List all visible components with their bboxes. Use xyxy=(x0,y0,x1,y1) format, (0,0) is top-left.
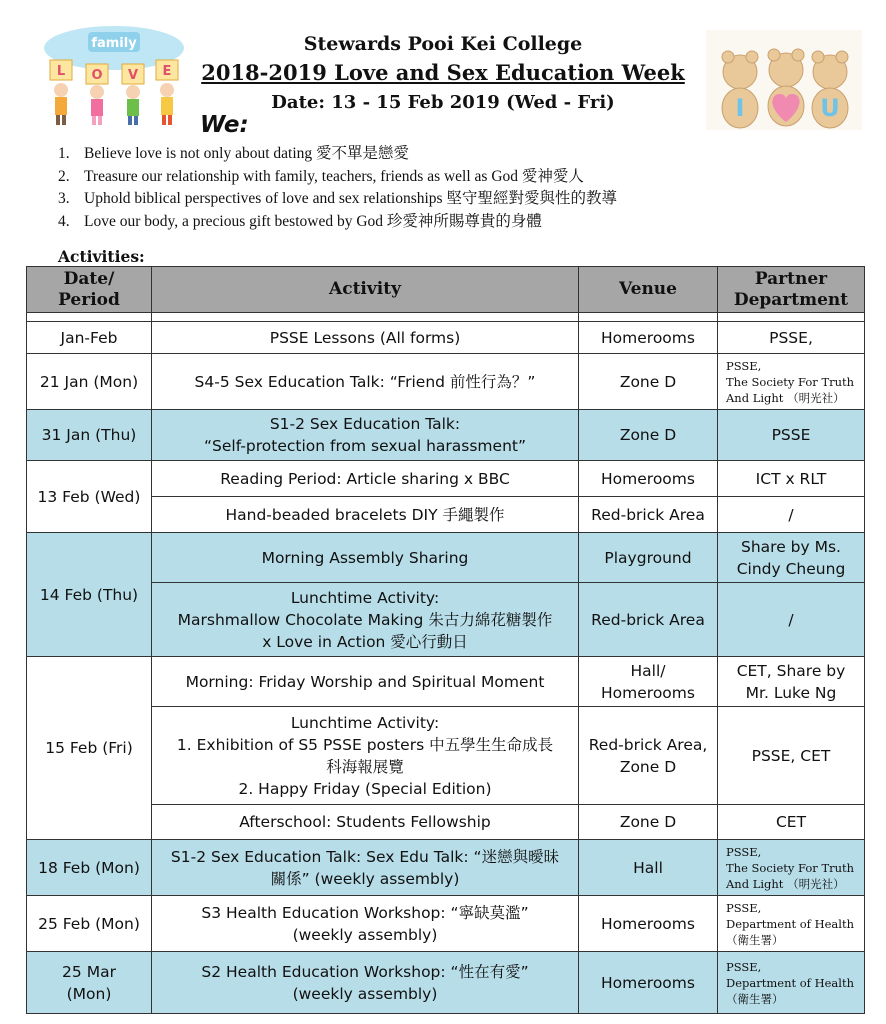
date-cell: 14 Feb (Thu) xyxy=(27,533,152,657)
we-heading: We: xyxy=(200,112,249,138)
table-header-row xyxy=(27,267,865,313)
svg-text:U: U xyxy=(820,94,840,122)
activity-cell: Reading Period: Article sharing x BBC xyxy=(152,461,579,497)
partner-cell: PSSE, The Society For Truth And Light （明光社） xyxy=(718,354,865,410)
table-row xyxy=(27,410,865,461)
date-cell: 31 Jan (Thu) xyxy=(27,410,152,461)
column-header-partner: Partner Department xyxy=(718,267,865,313)
page-header xyxy=(0,0,886,130)
table-row xyxy=(27,354,865,410)
activity-cell: S1-2 Sex Education Talk: Sex Edu Talk: “迷戀與曖昧 關係” (weekly assembly) xyxy=(152,840,579,896)
partner-cell: PSSE, Department of Health （衛生署） xyxy=(718,896,865,952)
school-name: Stewards Pooi Kei College xyxy=(303,33,583,55)
partner-cell: PSSE, CET xyxy=(718,707,865,805)
table-row xyxy=(27,805,865,840)
date-cell: 25 Mar (Mon) xyxy=(27,952,152,1014)
activity-cell: Lunchtime Activity: 1. Exhibition of S5 PSSE posters 中五學生生命成長 科海報展覽 2. Happy Friday (Special Edition) xyxy=(152,707,579,805)
venue-cell: Red-brick Area xyxy=(579,497,718,533)
svg-text:L: L xyxy=(56,64,66,79)
table-row xyxy=(27,583,865,657)
activity-cell: Hand-beaded bracelets DIY 手繩製作 xyxy=(152,497,579,533)
partner-cell: ICT x RLT xyxy=(718,461,865,497)
partner-cell: PSSE, The Society For Truth And Light （明光社） xyxy=(718,840,865,896)
table-row xyxy=(27,707,865,805)
venue-cell: Zone D xyxy=(579,805,718,840)
table-row xyxy=(27,840,865,896)
event-date: Date: 13 - 15 Feb 2019 (Wed - Fri) xyxy=(271,92,615,113)
partner-cell: PSSE, Department of Health （衛生署） xyxy=(718,952,865,1014)
venue-cell: Homerooms xyxy=(579,952,718,1014)
partner-cell: CET, Share by Mr. Luke Ng xyxy=(718,657,865,707)
activities-table xyxy=(26,266,865,1014)
partner-cell: CET xyxy=(718,805,865,840)
activity-cell: PSSE Lessons (All forms) xyxy=(152,322,579,354)
partner-cell: PSSE, xyxy=(718,322,865,354)
venue-cell: Hall/ Homerooms xyxy=(579,657,718,707)
date-cell: 25 Feb (Mon) xyxy=(27,896,152,952)
venue-cell: Homerooms xyxy=(579,896,718,952)
activity-cell: Afterschool: Students Fellowship xyxy=(152,805,579,840)
table-row xyxy=(27,322,865,354)
partner-cell: Share by Ms. Cindy Cheung xyxy=(718,533,865,583)
table-spacer xyxy=(27,313,865,322)
table-row xyxy=(27,533,865,583)
venue-cell: Homerooms xyxy=(579,461,718,497)
activity-cell: Morning Assembly Sharing xyxy=(152,533,579,583)
partner-cell: PSSE xyxy=(718,410,865,461)
list-item: 2. Treasure our relationship with family, teachers, friends as well as God 愛神愛人 xyxy=(58,167,584,185)
venue-cell: Zone D xyxy=(579,354,718,410)
teddy-bears-i-love-u-image xyxy=(706,30,862,130)
activity-cell: S4-5 Sex Education Talk: “Friend 前性行為？” xyxy=(152,354,579,410)
venue-cell: Homerooms xyxy=(579,322,718,354)
venue-cell: Playground xyxy=(579,533,718,583)
list-item: 1. Believe love is not only about dating 愛不單是戀愛 xyxy=(58,145,410,162)
table-row xyxy=(27,461,865,497)
date-cell: 18 Feb (Mon) xyxy=(27,840,152,896)
activity-cell: S1-2 Sex Education Talk: “Self-protection from sexual harassment” xyxy=(152,410,579,461)
page-title: 2018-2019 Love and Sex Education Week xyxy=(201,60,685,85)
column-header-date: Date/ Period xyxy=(27,267,152,313)
date-cell: 21 Jan (Mon) xyxy=(27,354,152,410)
activity-cell: S3 Health Education Workshop: “寧缺莫濫” (weekly assembly) xyxy=(152,896,579,952)
list-item: 4. Love our body, a precious gift bestowed by God 珍愛神所賜尊貴的身體 xyxy=(58,212,542,230)
table-row xyxy=(27,896,865,952)
venue-cell: Zone D xyxy=(579,410,718,461)
svg-text:V: V xyxy=(127,68,139,83)
goals-list xyxy=(58,143,617,233)
table-row xyxy=(27,657,865,707)
table-row xyxy=(27,952,865,1014)
venue-cell: Hall xyxy=(579,840,718,896)
svg-text:family: family xyxy=(91,36,137,51)
venue-cell: Red-brick Area xyxy=(579,583,718,657)
partner-cell: / xyxy=(718,497,865,533)
table-row xyxy=(27,497,865,533)
svg-text:I: I xyxy=(735,94,745,122)
column-header-venue: Venue xyxy=(579,267,718,313)
svg-text:E: E xyxy=(162,64,172,79)
date-cell: Jan-Feb xyxy=(27,322,152,354)
date-cell: 13 Feb (Wed) xyxy=(27,461,152,533)
activity-cell: Lunchtime Activity: Marshmallow Chocolate Making 朱古力綿花糖製作 x Love in Action 愛心行動日 xyxy=(152,583,579,657)
activities-heading: Activities: xyxy=(58,247,145,266)
svg-text:O: O xyxy=(91,68,103,83)
column-header-activity: Activity xyxy=(152,267,579,313)
date-cell: 15 Feb (Fri) xyxy=(27,657,152,840)
activity-cell: S2 Health Education Workshop: “性在有愛” (weekly assembly) xyxy=(152,952,579,1014)
partner-cell: / xyxy=(718,583,865,657)
activity-cell: Morning: Friday Worship and Spiritual Moment xyxy=(152,657,579,707)
venue-cell: Red-brick Area, Zone D xyxy=(579,707,718,805)
list-item: 3. Uphold biblical perspectives of love and sex relationships 堅守聖經對愛與性的教導 xyxy=(58,190,617,207)
